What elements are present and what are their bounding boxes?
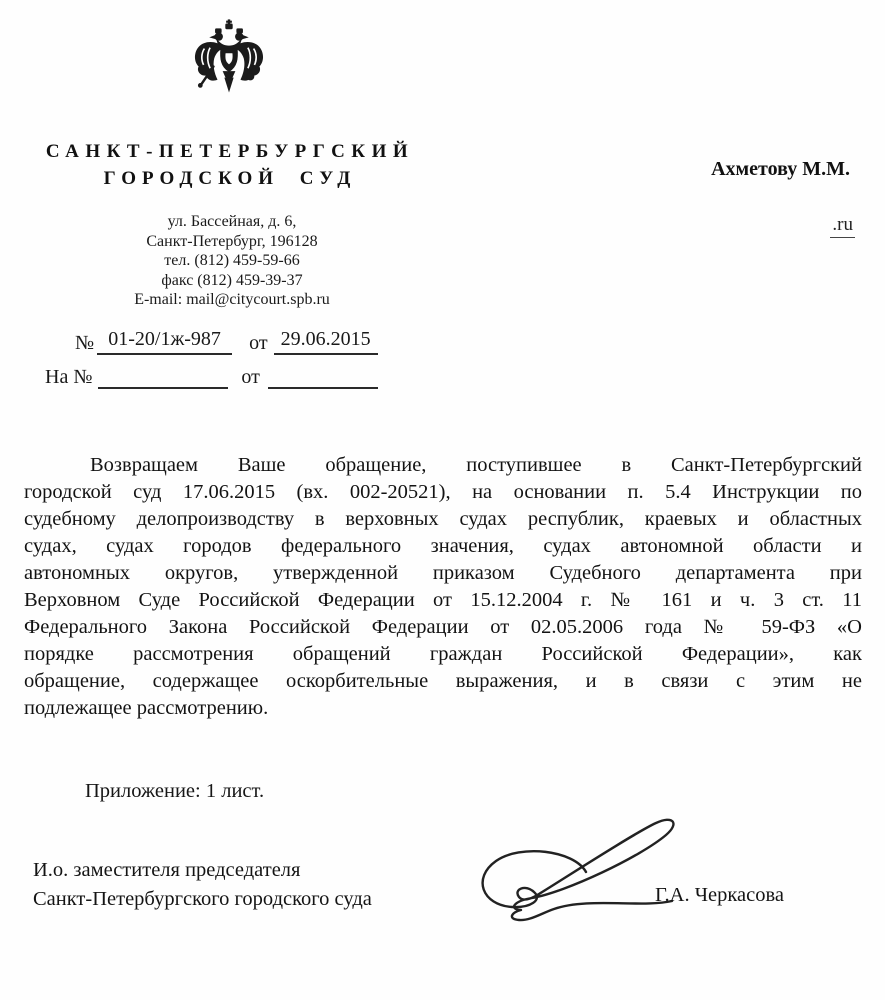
body-line: судах, судах городов федерального значения, судах автономной области и bbox=[24, 535, 862, 557]
recipient-email-fragment: .ru bbox=[830, 214, 855, 238]
court-name bbox=[30, 138, 430, 192]
body-line: судебному делопроизводству в верховных судах республик, краевых и областных bbox=[24, 508, 862, 530]
body-line: порядке рассмотрения обращений граждан Российской Федерации», как bbox=[24, 643, 862, 665]
body-line: автономных округов, утвержденной приказом Судебного департамента при bbox=[24, 562, 862, 584]
address-fax: факс (812) 459-39-37 bbox=[161, 271, 303, 289]
incoming-reference-row bbox=[45, 366, 405, 389]
court-name-line1: САНКТ-ПЕТЕРБУРГСКИЙ bbox=[45, 141, 415, 162]
address-email: E-mail: mail@citycourt.spb.ru bbox=[134, 291, 330, 308]
address-city: Санкт-Петербург, 196128 bbox=[146, 232, 318, 250]
body-line: обращение, содержащее оскорбительные выражения, и в связи с этим не bbox=[24, 670, 862, 692]
signer-position-line1: И.о. заместителя председателя bbox=[33, 859, 301, 881]
handwritten-signature-icon bbox=[468, 812, 700, 927]
body-line: подлежащее рассмотрению. bbox=[24, 697, 269, 719]
outgoing-number-value: 01-20/1ж-987 bbox=[97, 328, 232, 355]
court-address bbox=[32, 212, 432, 310]
attachment-note: Приложение: 1 лист. bbox=[85, 780, 265, 802]
body-line: Возвращаем Ваше обращение, поступившее в Санкт-Петербургский bbox=[90, 454, 862, 476]
incoming-number-blank-line bbox=[98, 385, 228, 389]
address-phone: тел. (812) 459-59-66 bbox=[164, 252, 300, 269]
address-street: ул. Бассейная, д. 6, bbox=[167, 213, 297, 230]
coat-of-arms-icon bbox=[188, 18, 270, 102]
incoming-date-blank-line bbox=[268, 385, 378, 389]
signer-position bbox=[33, 856, 372, 914]
recipient-name: Ахметову М.М. bbox=[711, 158, 850, 180]
reference-block bbox=[45, 328, 405, 400]
outgoing-date-label: от bbox=[249, 332, 268, 354]
court-name-line2: ГОРОДСКОЙ СУД bbox=[103, 168, 357, 189]
body-line: городской суд 17.06.2015 (вх. 002-20521), на основании п. 5.4 Инструкции по bbox=[24, 481, 862, 503]
outgoing-number-label: № bbox=[75, 332, 95, 354]
letter-body bbox=[24, 452, 862, 722]
signer-name: Г.А. Черкасова bbox=[655, 884, 784, 906]
signer-position-line2: Санкт-Петербургского городского суда bbox=[33, 888, 372, 910]
incoming-date-label: от bbox=[241, 366, 260, 388]
incoming-number-label: На № bbox=[45, 366, 93, 388]
body-line: Верховном Суде Российской Федерации от 15.12.2004 г. № 161 и ч. 3 ст. 11 bbox=[24, 589, 862, 611]
outgoing-date-value: 29.06.2015 bbox=[274, 328, 378, 355]
outgoing-reference-row bbox=[45, 328, 405, 355]
body-line: Федерального Закона Российской Федерации от 02.05.2006 года № 59-ФЗ «О bbox=[24, 616, 862, 638]
